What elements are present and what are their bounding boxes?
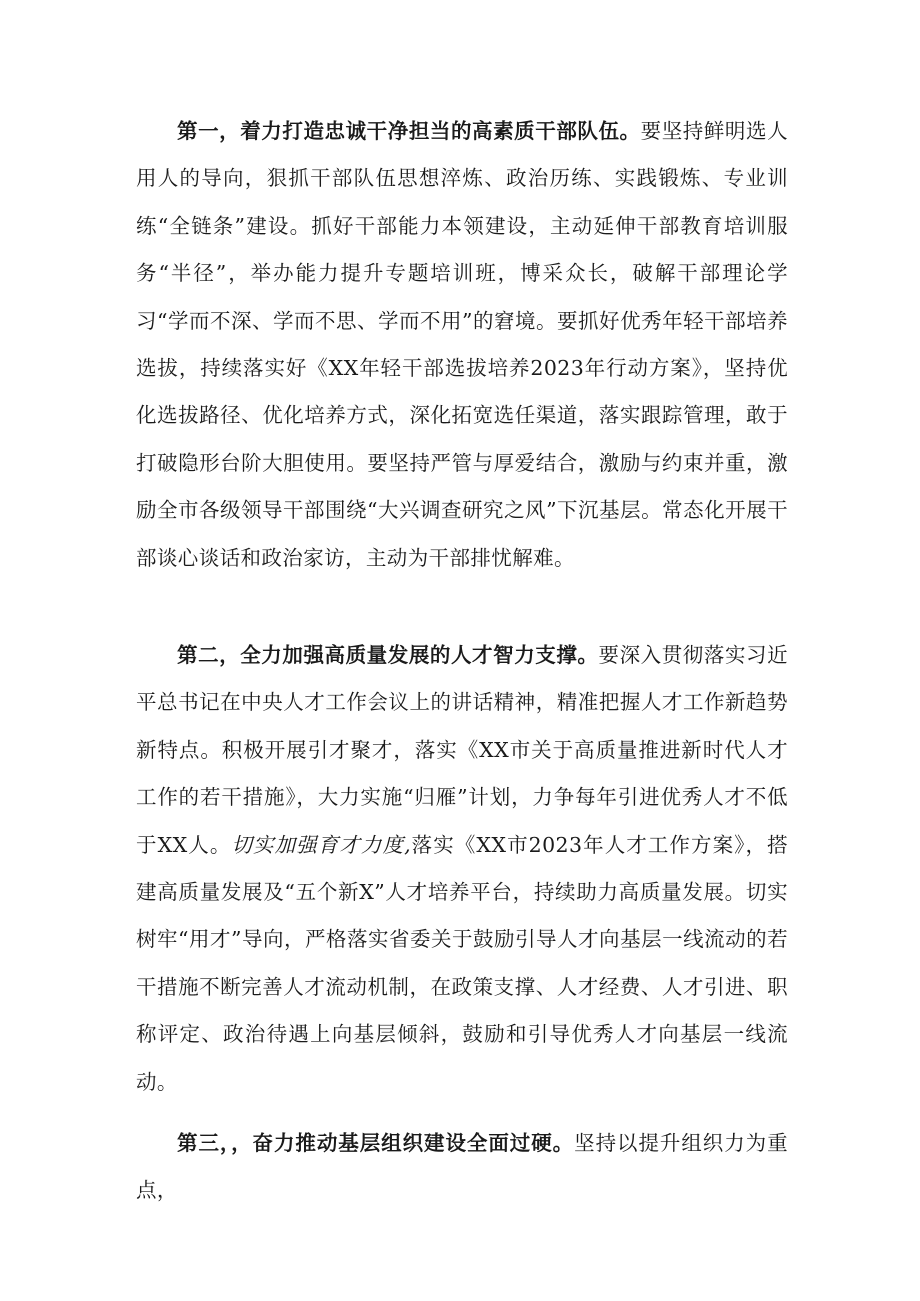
paragraph-2 xyxy=(136,632,788,1106)
paragraph-2-italic-phrase: 切实加强育才力度, xyxy=(231,832,411,857)
paragraph-3 xyxy=(136,1120,788,1215)
paragraph-1-body: 要坚持鲜明选人用人的导向，狠抓干部队伍思想淬炼、政治历练、实践锻炼、专业训练“全链条”建设。抓好干部能力本领建设，主动延伸干部教育培训服务“半径”，举办能力提升专题培训班，博采众长，破解干部理论学习“学而不深、学而不思、学而不用”的窘境。要抓好优秀年轻干部培养选拔，持续落实好《XX年轻干部选拔培养2023年行动方案》，坚持优化选拔路径、优化培养方式，深化拓宽选任渠道，落实跟踪管理，敢于打破隐形台阶大胆使用。要坚持严管与厚爱结合，激励与约束并重，激励全市各级领导干部围绕“大兴调查研究之风”下沉基层。常态化开展干部谈心谈话和政治家访，主动为干部排忧解难。 xyxy=(136,119,788,570)
paragraph-3-heading: 第三，，奋力推动基层组织建设全面过硬。 xyxy=(177,1131,575,1155)
paragraph-2-body: 要深入贯彻落实习近平总书记在中央人才工作会议上的讲话精神，精准把握人才工作新趋势新特点。积极开展引才聚才，落实《XX市关于高质量推进新时代人才工作的若干措施》，大力实施“归雁”计划，力争每年引进优秀人才不低于XX人。 xyxy=(136,643,788,857)
paragraph-1 xyxy=(136,108,788,582)
paragraph-2-heading: 第二，全力加强高质量发展的人才智力支撑。 xyxy=(177,643,599,667)
paragraph-1-heading: 第一，着力打造忠诚干净担当的高素质干部队伍。 xyxy=(177,119,641,143)
paragraph-2-body-continued: 落实《XX市2023年人才工作方案》，搭建高质量发展及“五个新X”人才培养平台，持续助力高质量发展。切实树牢“用才”导向，严格落实省委关于鼓励引导人才向基层一线流动的若干措施不断完善人才流动机制，在政策支撑、人才经费、人才引进、职称评定、政治待遇上向基层倾斜，鼓励和引导优秀人才向基层一线流动。 xyxy=(136,832,788,1094)
paragraph-3-body: 坚持以提升组织力为重点， xyxy=(136,1131,788,1203)
